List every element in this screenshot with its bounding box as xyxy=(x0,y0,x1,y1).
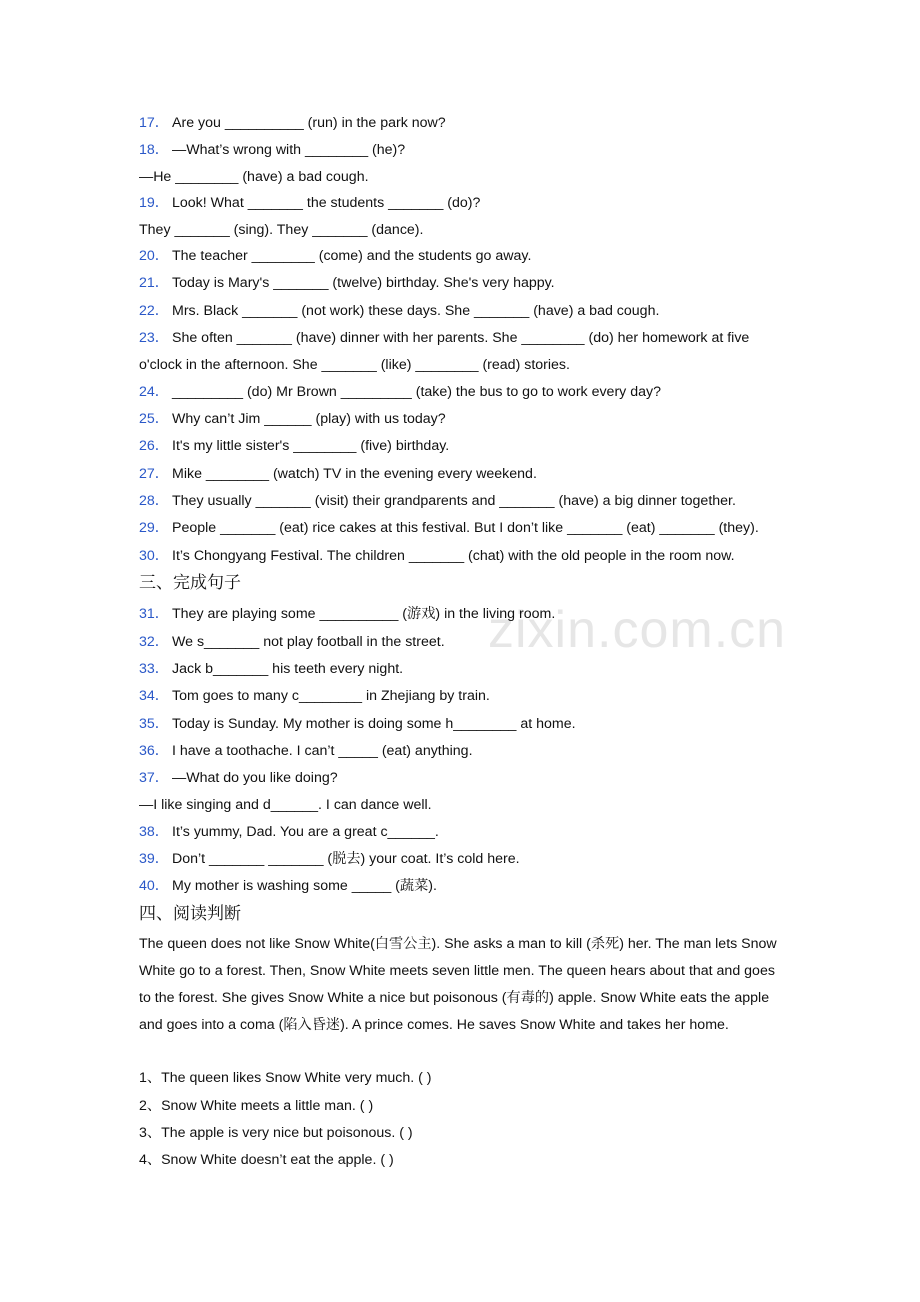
question-19: 19． Look! What _______ the students _______ (do)? xyxy=(139,195,481,211)
question-27: 27． Mike ________ (watch) TV in the evening every weekend. xyxy=(139,466,537,482)
question-26: 26． It's my little sister's ________ (five) birthday. xyxy=(139,438,450,454)
question-32: 32． We s_______ not play football in the street. xyxy=(139,634,445,650)
question-35: 35． Today is Sunday. My mother is doing some h________ at home. xyxy=(139,716,576,732)
question-25: 25． Why can’t Jim ______ (play) with us today? xyxy=(139,411,446,427)
question-24: 24． _________ (do) Mr Brown _________ (take) the bus to go to work every day? xyxy=(139,384,661,400)
question-36: 36． I have a toothache. I can’t _____ (eat) anything. xyxy=(139,743,473,759)
judgment-2: 2、Snow White meets a little man. ( ) xyxy=(139,1098,374,1114)
section-title-reading-judgment: 四、阅读判断 xyxy=(139,904,241,924)
reading-passage: The queen does not like Snow White(白雪公主). She asks a man to kill (杀死) her. The man lets Snow White go to a forest. Then, Snow White meets seven little men. The queen hears about that and goes to the forest. She gives Snow White a nice but poisonous (有毒的) apple. Snow White eats the apple and goes into a coma (陷入昏迷). A prince comes. He saves Snow White and takes her home. xyxy=(139,936,777,1033)
question-34: 34． Tom goes to many c________ in Zhejiang by train. xyxy=(139,688,490,704)
question-31: 31． They are playing some __________ (游戏) in the living room. xyxy=(139,606,556,622)
question-40: 40． My mother is washing some _____ (蔬菜). xyxy=(139,878,437,894)
question-19-continued: They _______ (sing). They _______ (dance). xyxy=(139,222,424,238)
judgment-1: 1、The queen likes Snow White very much. ( ) xyxy=(139,1070,432,1086)
question-33: 33． Jack b_______ his teeth every night. xyxy=(139,661,404,677)
section-title-complete-sentences: 三、完成句子 xyxy=(139,573,241,593)
question-23-continued: o'clock in the afternoon. She _______ (like) ________ (read) stories. xyxy=(139,357,570,373)
question-28: 28． They usually _______ (visit) their grandparents and _______ (have) a big dinner together. xyxy=(139,493,736,509)
judgment-3: 3、The apple is very nice but poisonous. ( ) xyxy=(139,1125,413,1141)
question-30: 30． It’s Chongyang Festival. The children _______ (chat) with the old people in the room now. xyxy=(139,548,735,564)
question-29: 29． People _______ (eat) rice cakes at this festival. But I don’t like _______ (eat) _______ (they). xyxy=(139,520,759,536)
question-37-answer-line: —I like singing and d______. I can dance well. xyxy=(139,797,432,813)
question-22: 22． Mrs. Black _______ (not work) these days. She _______ (have) a bad cough. xyxy=(139,303,660,319)
question-23: 23． She often _______ (have) dinner with her parents. She ________ (do) her homework at five xyxy=(139,330,750,346)
question-18: 18． —What’s wrong with ________ (he)? xyxy=(139,142,406,158)
watermark: zixin.com.cn xyxy=(488,601,787,659)
judgment-4: 4、Snow White doesn’t eat the apple. ( ) xyxy=(139,1152,394,1168)
question-37: 37． —What do you like doing? xyxy=(139,770,338,786)
question-21: 21． Today is Mary's _______ (twelve) birthday. She's very happy. xyxy=(139,275,555,291)
question-39: 39． Don’t _______ _______ (脱去) your coat. It’s cold here. xyxy=(139,851,520,867)
question-17: 17． Are you __________ (run) in the park now? xyxy=(139,115,446,131)
question-20: 20． The teacher ________ (come) and the students go away. xyxy=(139,248,532,264)
question-38: 38． It’s yummy, Dad. You are a great c______. xyxy=(139,824,439,840)
question-18-answer-line: —He ________ (have) a bad cough. xyxy=(139,169,369,185)
